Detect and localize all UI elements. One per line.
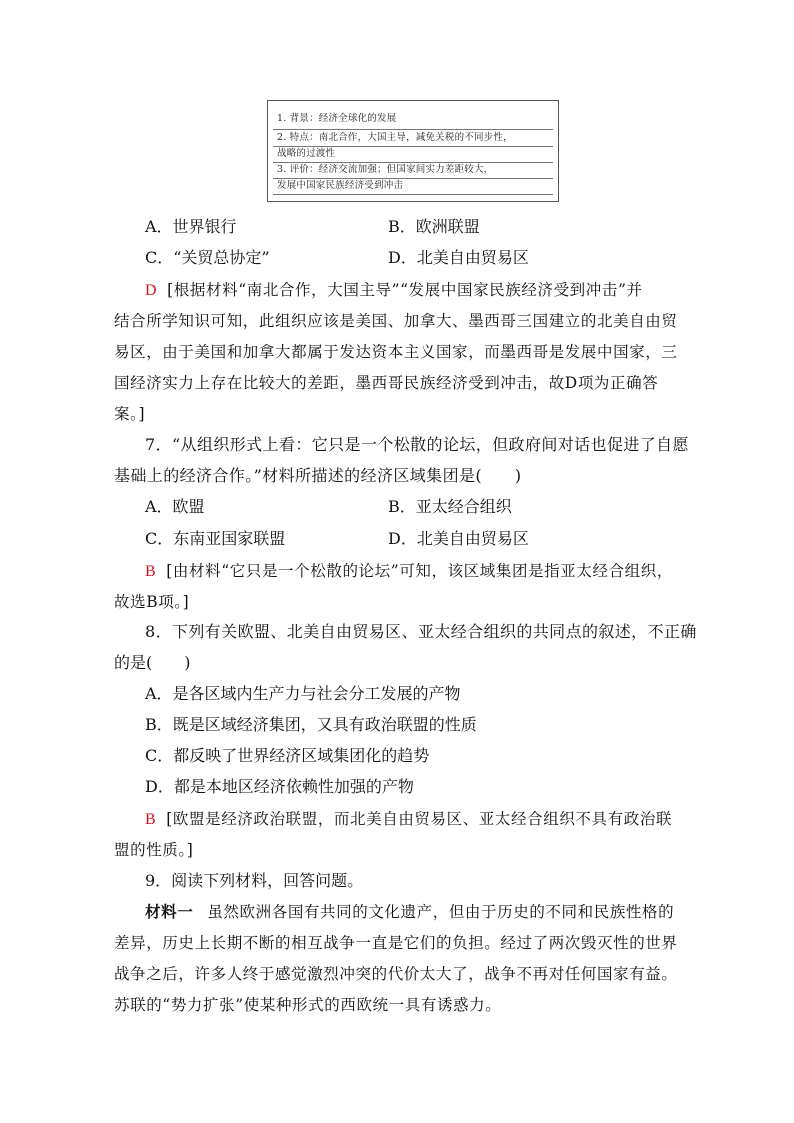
- q6-option-c: C．“关贸总协定”: [145, 248, 270, 267]
- q7-solution-line: 故选B项。]: [114, 593, 190, 611]
- q6-solution-text: [根据材料“南北合作，大国主导”“发展中国家民族经济受到冲击”并: [167, 281, 643, 299]
- divider: [273, 146, 553, 147]
- q6-solution-line: 案。]: [114, 405, 146, 423]
- q8-solution-text: [欧盟是经济政治联盟，而北美自由贸易区、亚太经合组织不具有政治联: [166, 810, 673, 828]
- q7-stem: 基础上的经济合作。”材料所描述的经济区域集团是( ): [114, 466, 522, 485]
- divider: [273, 178, 553, 179]
- q9-material-label: 材料一: [145, 902, 194, 921]
- q8-option-d: D．都是本地区经济依赖性加强的产物: [145, 777, 414, 796]
- q8-stem: 的是( ): [114, 653, 191, 672]
- q7-option-c: C．东南亚国家联盟: [145, 529, 286, 548]
- q7-solution-text: [由材料“它只是一个松散的论坛”可知，该区域集团是指亚太经合组织，: [166, 562, 673, 580]
- q8-option-b: B．既是区域经济集团，又具有政治联盟的性质: [145, 715, 477, 734]
- material-box-line: 2. 特点：南北合作，大国主导，减免关税的不同步性，: [277, 132, 513, 143]
- q8-stem: 8．下列有关欧盟、北美自由贸易区、亚太经合组织的共同点的叙述，不正确: [145, 622, 697, 641]
- divider: [273, 162, 553, 163]
- material-box-line: 1. 背景：经济全球化的发展: [277, 113, 397, 124]
- material-box-line: 战略的过渡性: [277, 148, 336, 159]
- q9-material-line: 战争之后，许多人终于感觉激烈冲突的代价太大了，战争不再对任何国家有益。: [114, 965, 678, 983]
- q7-option-d: D．北美自由贸易区: [388, 529, 529, 548]
- q9-stem: 9．阅读下列材料，回答问题。: [145, 871, 364, 890]
- q7-solution-line: [145, 560, 673, 583]
- q9-material-line: 苏联的“势力扩张”使某种形式的西欧统一具有诱惑力。: [114, 996, 502, 1014]
- q6-option-b: B．欧洲联盟: [388, 217, 480, 236]
- material-box: [267, 100, 559, 202]
- q6-solution-line: 结合所学知识可知，此组织应该是美国、加拿大、墨西哥三国建立的北美自由贸: [114, 312, 678, 330]
- q6-solution-line: 易区，由于美国和加拿大都属于发达资本主义国家，而墨西哥是发展中国家，三: [114, 343, 678, 361]
- divider: [273, 129, 553, 130]
- q6-option-d: D．北美自由贸易区: [388, 248, 529, 267]
- q6-answer: D: [145, 282, 158, 299]
- q8-solution-line: [145, 808, 672, 831]
- q6-option-a: A．世界银行: [145, 217, 237, 236]
- q8-answer: B: [145, 811, 157, 828]
- q7-option-b: B．亚太经合组织: [388, 497, 512, 516]
- q9-material-line: [145, 901, 674, 923]
- divider: [273, 194, 553, 195]
- q8-option-c: C．都反映了世界经济区域集团化的趋势: [145, 746, 430, 765]
- q7-stem: 7．“从组织形式上看：它只是一个松散的论坛，但政府间对话也促进了自愿: [145, 435, 689, 454]
- q7-answer: B: [145, 563, 157, 580]
- q9-material-line: 差异，历史上长期不断的相互战争一直是它们的负担。经过了两次毁灭性的世界: [114, 934, 678, 952]
- material-box-line: 3. 评价：经济交流加强；但国家间实力差距较大，: [277, 164, 494, 175]
- material-box-line: 发展中国家民族经济受到冲击: [277, 180, 404, 191]
- q9-material-text: 虽然欧洲各国有共同的文化遗产，但由于历史的不同和民族性格的: [207, 903, 675, 921]
- q8-option-a: A．是各区域内生产力与社会分工发展的产物: [145, 684, 461, 703]
- q7-option-a: A．欧盟: [145, 497, 205, 516]
- q8-solution-line: 盟的性质。]: [114, 841, 194, 859]
- q6-solution-line: 国经济实力上存在比较大的差距，墨西哥民族经济受到冲击，故D项为正确答: [114, 374, 659, 392]
- q6-solution-line: [145, 279, 643, 302]
